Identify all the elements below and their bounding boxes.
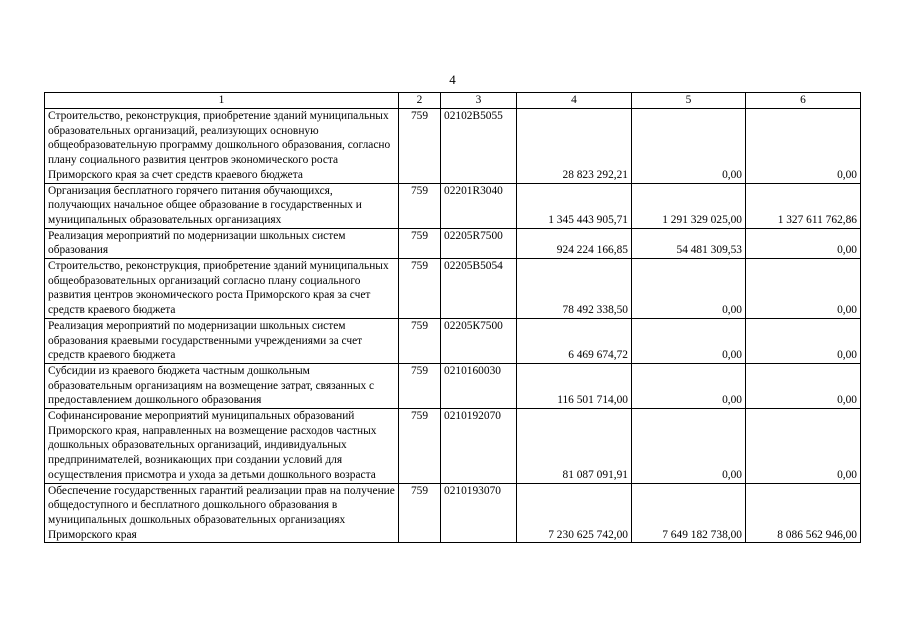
page-number: 4: [449, 72, 456, 87]
budget-table: [44, 92, 861, 543]
column-number: 5: [632, 93, 746, 109]
expense-name: Обеспечение государственных гарантий реализации прав на получение общедоступного и бесплатного дошкольного образования в муниципальных дошкольных образовательных организациях Приморского края: [45, 483, 399, 543]
expense-name: Реализация мероприятий по модернизации школьных систем образования краевыми государственными учреждениями за счет средств краевого бюджета: [45, 318, 399, 363]
expense-name: Субсидии из краевого бюджета частным дошкольным образовательным организациям на возмещение затрат, связанных с предоставлением дошкольного образования: [45, 363, 399, 408]
column-number-row: [45, 93, 861, 109]
amount-col6: 0,00: [746, 228, 861, 258]
amount-col5: 0,00: [632, 318, 746, 363]
amount-col6: 1 327 611 762,86: [746, 183, 861, 228]
target-article-code: 02102В5055: [441, 109, 517, 184]
amount-col4: 28 823 292,21: [517, 109, 632, 184]
amount-col4: 924 224 166,85: [517, 228, 632, 258]
target-article-code: 0210193070: [441, 483, 517, 543]
table-row: [45, 318, 861, 363]
target-article-code: 02205R7500: [441, 228, 517, 258]
amount-col6: 8 086 562 946,00: [746, 483, 861, 543]
column-number: 1: [45, 93, 399, 109]
target-article-code: 02205В5054: [441, 259, 517, 319]
grbs-code: 759: [399, 109, 441, 184]
amount-col5: 0,00: [632, 363, 746, 408]
amount-col4: 7 230 625 742,00: [517, 483, 632, 543]
amount-col5: 54 481 309,53: [632, 228, 746, 258]
expense-name: Строительство, реконструкция, приобретение зданий муниципальных общеобразовательных организаций согласно плану социального развития центров экономического роста Приморского края за счет средств краевого бюджета: [45, 259, 399, 319]
amount-col5: 7 649 182 738,00: [632, 483, 746, 543]
expense-name: Реализация мероприятий по модернизации школьных систем образования: [45, 228, 399, 258]
grbs-code: 759: [399, 228, 441, 258]
target-article-code: 02205К7500: [441, 318, 517, 363]
amount-col4: 1 345 443 905,71: [517, 183, 632, 228]
table-row: [45, 363, 861, 408]
grbs-code: 759: [399, 183, 441, 228]
grbs-code: 759: [399, 318, 441, 363]
table-row: [45, 259, 861, 319]
amount-col6: 0,00: [746, 363, 861, 408]
target-article-code: 0210160030: [441, 363, 517, 408]
grbs-code: 759: [399, 483, 441, 543]
amount-col4: 6 469 674,72: [517, 318, 632, 363]
amount-col4: 78 492 338,50: [517, 259, 632, 319]
target-article-code: 0210192070: [441, 409, 517, 484]
amount-col4: 81 087 091,91: [517, 409, 632, 484]
column-number: 2: [399, 93, 441, 109]
column-number: 3: [441, 93, 517, 109]
amount-col5: 0,00: [632, 259, 746, 319]
table-row: [45, 228, 861, 258]
expense-name: Организация бесплатного горячего питания обучающихся, получающих начальное общее образование в государственных и муниципальных образовательных организациях: [45, 183, 399, 228]
grbs-code: 759: [399, 409, 441, 484]
amount-col6: 0,00: [746, 259, 861, 319]
amount-col5: 0,00: [632, 409, 746, 484]
table-row: [45, 109, 861, 184]
expense-name: Строительство, реконструкция, приобретение зданий муниципальных образовательных организаций, реализующих основную общеобразовательную программу дошкольного образования, согласно плану социального развития центров экономического роста Приморского края за счет средств краевого бюджета: [45, 109, 399, 184]
table-row: [45, 409, 861, 484]
table-row: [45, 183, 861, 228]
target-article-code: 02201R3040: [441, 183, 517, 228]
amount-col6: 0,00: [746, 109, 861, 184]
amount-col4: 116 501 714,00: [517, 363, 632, 408]
expense-name: Софинансирование мероприятий муниципальных образований Приморского края, направленных на возмещение расходов частных дошкольных образовательных организаций, индивидуальных предпринимателей, возникающих при создании условий для осуществления присмотра и ухода за детьми дошкольного возраста: [45, 409, 399, 484]
amount-col5: 1 291 329 025,00: [632, 183, 746, 228]
column-number: 6: [746, 93, 861, 109]
grbs-code: 759: [399, 363, 441, 408]
table-row: [45, 483, 861, 543]
amount-col5: 0,00: [632, 109, 746, 184]
grbs-code: 759: [399, 259, 441, 319]
amount-col6: 0,00: [746, 318, 861, 363]
column-number: 4: [517, 93, 632, 109]
amount-col6: 0,00: [746, 409, 861, 484]
